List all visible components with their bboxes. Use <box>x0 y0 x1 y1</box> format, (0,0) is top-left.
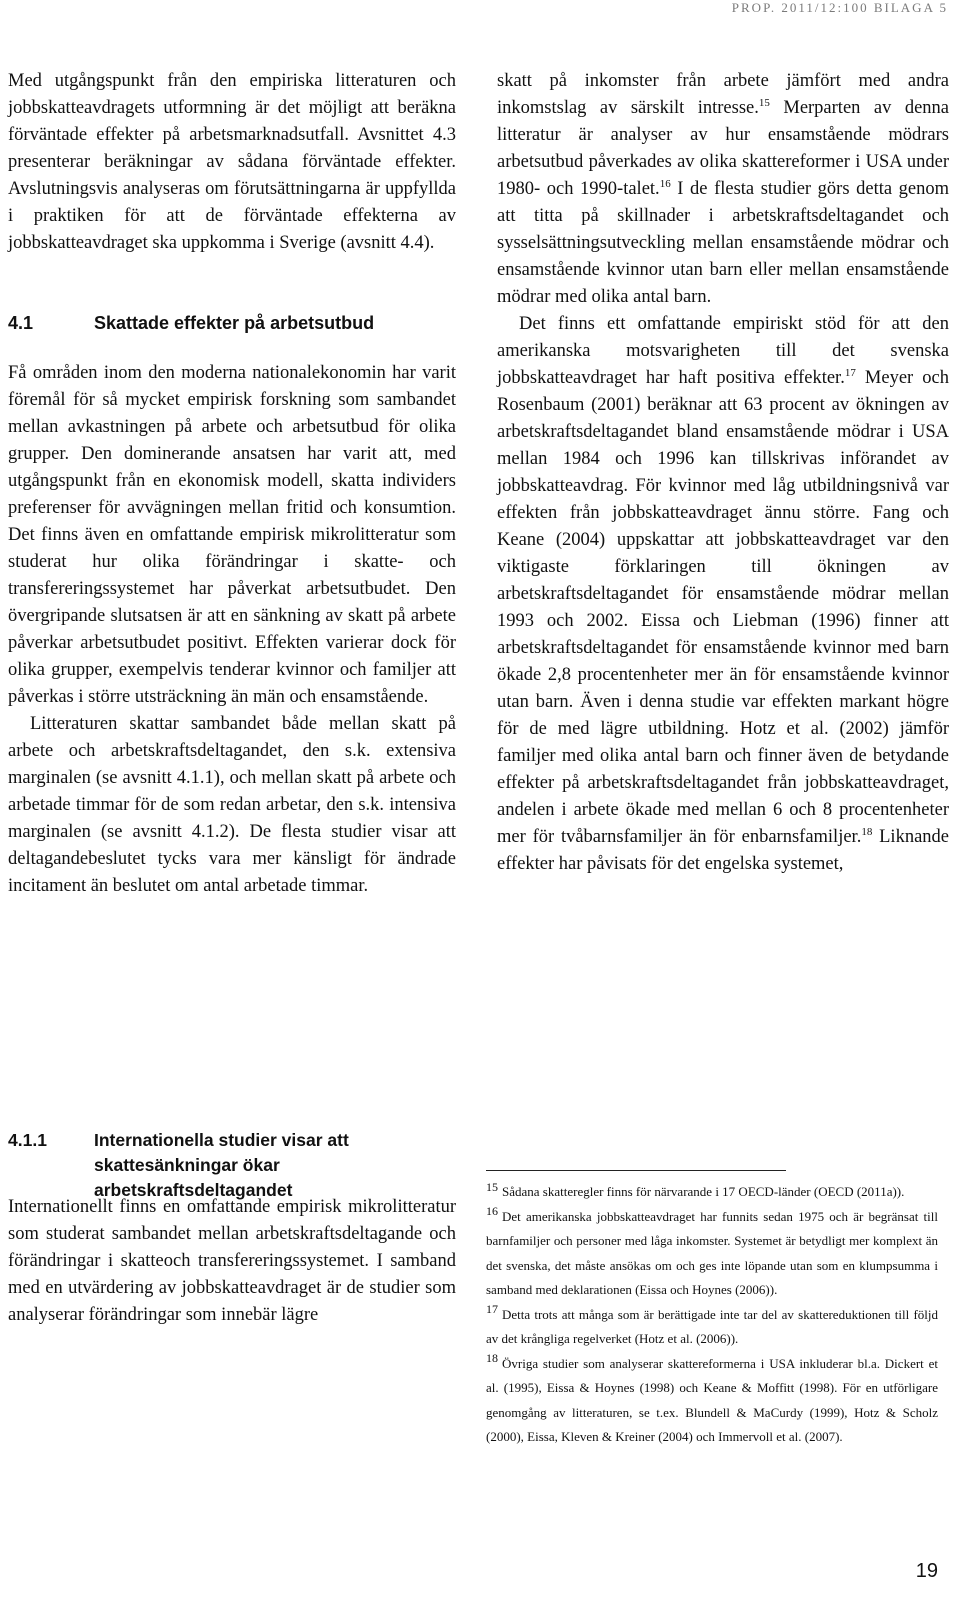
footnote-number: 17 <box>486 1302 498 1317</box>
footnote-divider <box>486 1170 786 1171</box>
footnote-number: 18 <box>486 1351 498 1366</box>
footnote-number: 15 <box>486 1179 498 1194</box>
footnote-ref-15[interactable]: 15 <box>758 96 770 109</box>
footnote-15 <box>486 1180 938 1205</box>
text-run: I de flesta studier görs detta genom att titta på skillnader i arbetskraftsdeltagandet och sysselsättningsutveckling mellan ensamstående mödrar och ensamstående kvinnor utan barn eller mellan ensamstående mödrar med olika antal barn. <box>497 179 950 307</box>
body-paragraph-1: Få områden inom den moderna nationalekonomin har varit föremål för så mycket empirisk forskning som sambandet mellan avkastningen på arbete och arbetsutbud för olika grupper. Den dominerande ansatsen har varit att, med utgångspunkt från en ekonomisk modell, skatta individers preferenser för avvägningen mellan fritid och konsumtion. Det finns även en omfattande empirisk mikrolitteratur som studerat hur olika förändringar i skatte- och transfereringssystemet har påverkat arbetsutbudet. Den övergripande slutsatsen är att en sänkning av skatt på arbete påverkar arbetsutbudet positivt. Effekten varierar dock för olika grupper, exempelvis tenderar kvinnor och familjer att påverkas i större utsträckning än män och ensamstående. <box>8 363 456 707</box>
text-run: skatt på inkomster från arbete jämfört med andra inkomstslag av särskilt intresse. <box>497 71 949 118</box>
left-column-bottom <box>8 1194 456 1329</box>
footnote-number: 16 <box>486 1204 498 1219</box>
footnotes <box>486 1180 938 1450</box>
text-run: Liknande effekter har påvisats för det engelska systemet, <box>497 827 949 874</box>
footnote-16 <box>486 1205 938 1303</box>
subsection-title: Internationella studier visar att skattesänkningar ökar arbetskraftsdeltagandet <box>94 1130 349 1200</box>
subsection-number: 4.1.1 <box>8 1130 47 1150</box>
footnote-ref-18[interactable]: 18 <box>861 825 873 838</box>
intro-paragraph: Med utgångspunkt från den empiriska litteraturen och jobbskatteavdragets utformning är det möjligt att beräkna förväntade effekter på arbetsmarknadsutfall. Avsnittet 4.3 presenterar beräkningar av sådana förväntade effekter. Avslutningsvis analyseras om förutsättningarna är uppfyllda i praktiken för att de förväntade effekterna av jobbskatteavdraget ska uppkomma i Sverige (avsnitt 4.4). <box>8 71 456 253</box>
text-run: Merparten av denna litteratur är analyser av hur ensamstående mödrars arbetsutbud påverkades av olika skattereformer i USA under 1980- och 1990-talet. <box>497 98 949 199</box>
section-heading <box>8 311 456 336</box>
right-column <box>497 68 949 878</box>
page-number: 19 <box>915 1560 938 1582</box>
footnote-text: Det amerikanska jobbskatteavdraget har funnits sedan 1975 och är begränsat till barnfamiljer och personer med låga inkomster. Systemet är betydligt mer komplext än det svenska, det måste ansökas om och ges inte löpande utan som en klumpsumma i samband med deklarationen (Eissa och Hoynes (2006)). <box>486 1208 938 1297</box>
section-number: 4.1 <box>8 313 34 333</box>
footnote-ref-16[interactable]: 16 <box>659 177 671 190</box>
subsection-heading <box>8 1128 456 1203</box>
footnote-17 <box>486 1303 938 1352</box>
footnote-text: Detta trots att många som är berättigade inte tar del av skattereduktionen till följd av det krångliga regelverket (Hotz et al. (2006)). <box>486 1306 938 1346</box>
body-paragraph-2: Litteraturen skattar sambandet både mellan skatt på arbete och arbetskraftsdeltagandet, den s.k. extensiva marginalen (se avsnitt 4.1.1), och mellan skatt på arbete och arbetade timmar för de som redan arbetar, den s.k. intensiva marginalen (se avsnitt 4.1.2). De flesta studier visar att deltagandebeslutet tycks vara mer känsligt för ändrade incitament än beslutet om antal arbetade timmar. <box>8 714 456 896</box>
left-column <box>8 68 456 900</box>
right-paragraph-1 <box>497 68 949 311</box>
right-paragraph-2 <box>497 311 949 878</box>
footnote-text: Övriga studier som analyserar skattereformerna i USA inkluderar bl.a. Dickert et al. (1995), Eissa & Hoynes (1998) och Keane & Moffitt (1998). För en utförligare genomgång av litteraturen, se t.ex. Blundell & MaCurdy (1999), Hotz & Scholz (2000), Eissa, Kleven & Kreiner (2004) och Immervoll et al. (2007). <box>486 1355 938 1444</box>
body-paragraph-3: Internationellt finns en omfattande empirisk mikrolitteratur som studerat sambandet mellan arbetskraftsdeltagande och förändringar i skatteoch transfereringssystemet. I samband med en utvärdering av jobbskatteavdraget är de studier som analyserar förändringar som innebär lägre <box>8 1197 456 1325</box>
text-run: Meyer och Rosenbaum (2001) beräknar att 63 procent av ökningen av arbetskraftsdeltagandet bland ensamstående mödrar i USA mellan 1984 och 1996 kan tillskrivas införandet av jobbskatteavdrag. För kvinnor med låg utbildningsnivå var effekten från jobbskatteavdraget ännu större. Fang och Keane (2004) uppskattar att jobbskatteavdraget var den viktigaste förklaringen till ökningen av arbetskraftsdeltagandet för ensamstående mödrar mellan 1993 och 2002. Eissa och Liebman (1996) finner att arbetskraftsdeltagandet för ensamstående kvinnor med barn ökade 2,8 procentenheter mer än för ensamstående kvinnor utan barn. Även i denna studie var effekten markant högre för de med lägre utbildning. Hotz et al. (2002) jämför familjer med olika antal barn och finner även de betydande effekter på arbetskraftsdeltagandet från jobbskatteavdraget, andelen i arbete ökade med mellan 6 och 8 procentenheter mer för tvåbarnsfamiljer än för enbarnsfamiljer. <box>497 368 949 847</box>
footnote-18 <box>486 1352 938 1450</box>
footnote-ref-17[interactable]: 17 <box>844 366 856 379</box>
text-run: Det finns ett omfattande empiriskt stöd för att den amerikanska motsvarigheten till det svenska jobbskatteavdraget har haft positiva effekter. <box>497 314 949 388</box>
section-title: Skattade effekter på arbetsutbud <box>94 313 375 333</box>
running-header: PROP. 2011/12:100 BILAGA 5 <box>731 0 948 15</box>
footnote-text: Sådana skatteregler finns för närvarande i 17 OECD-länder (OECD (2011a)). <box>502 1184 905 1199</box>
